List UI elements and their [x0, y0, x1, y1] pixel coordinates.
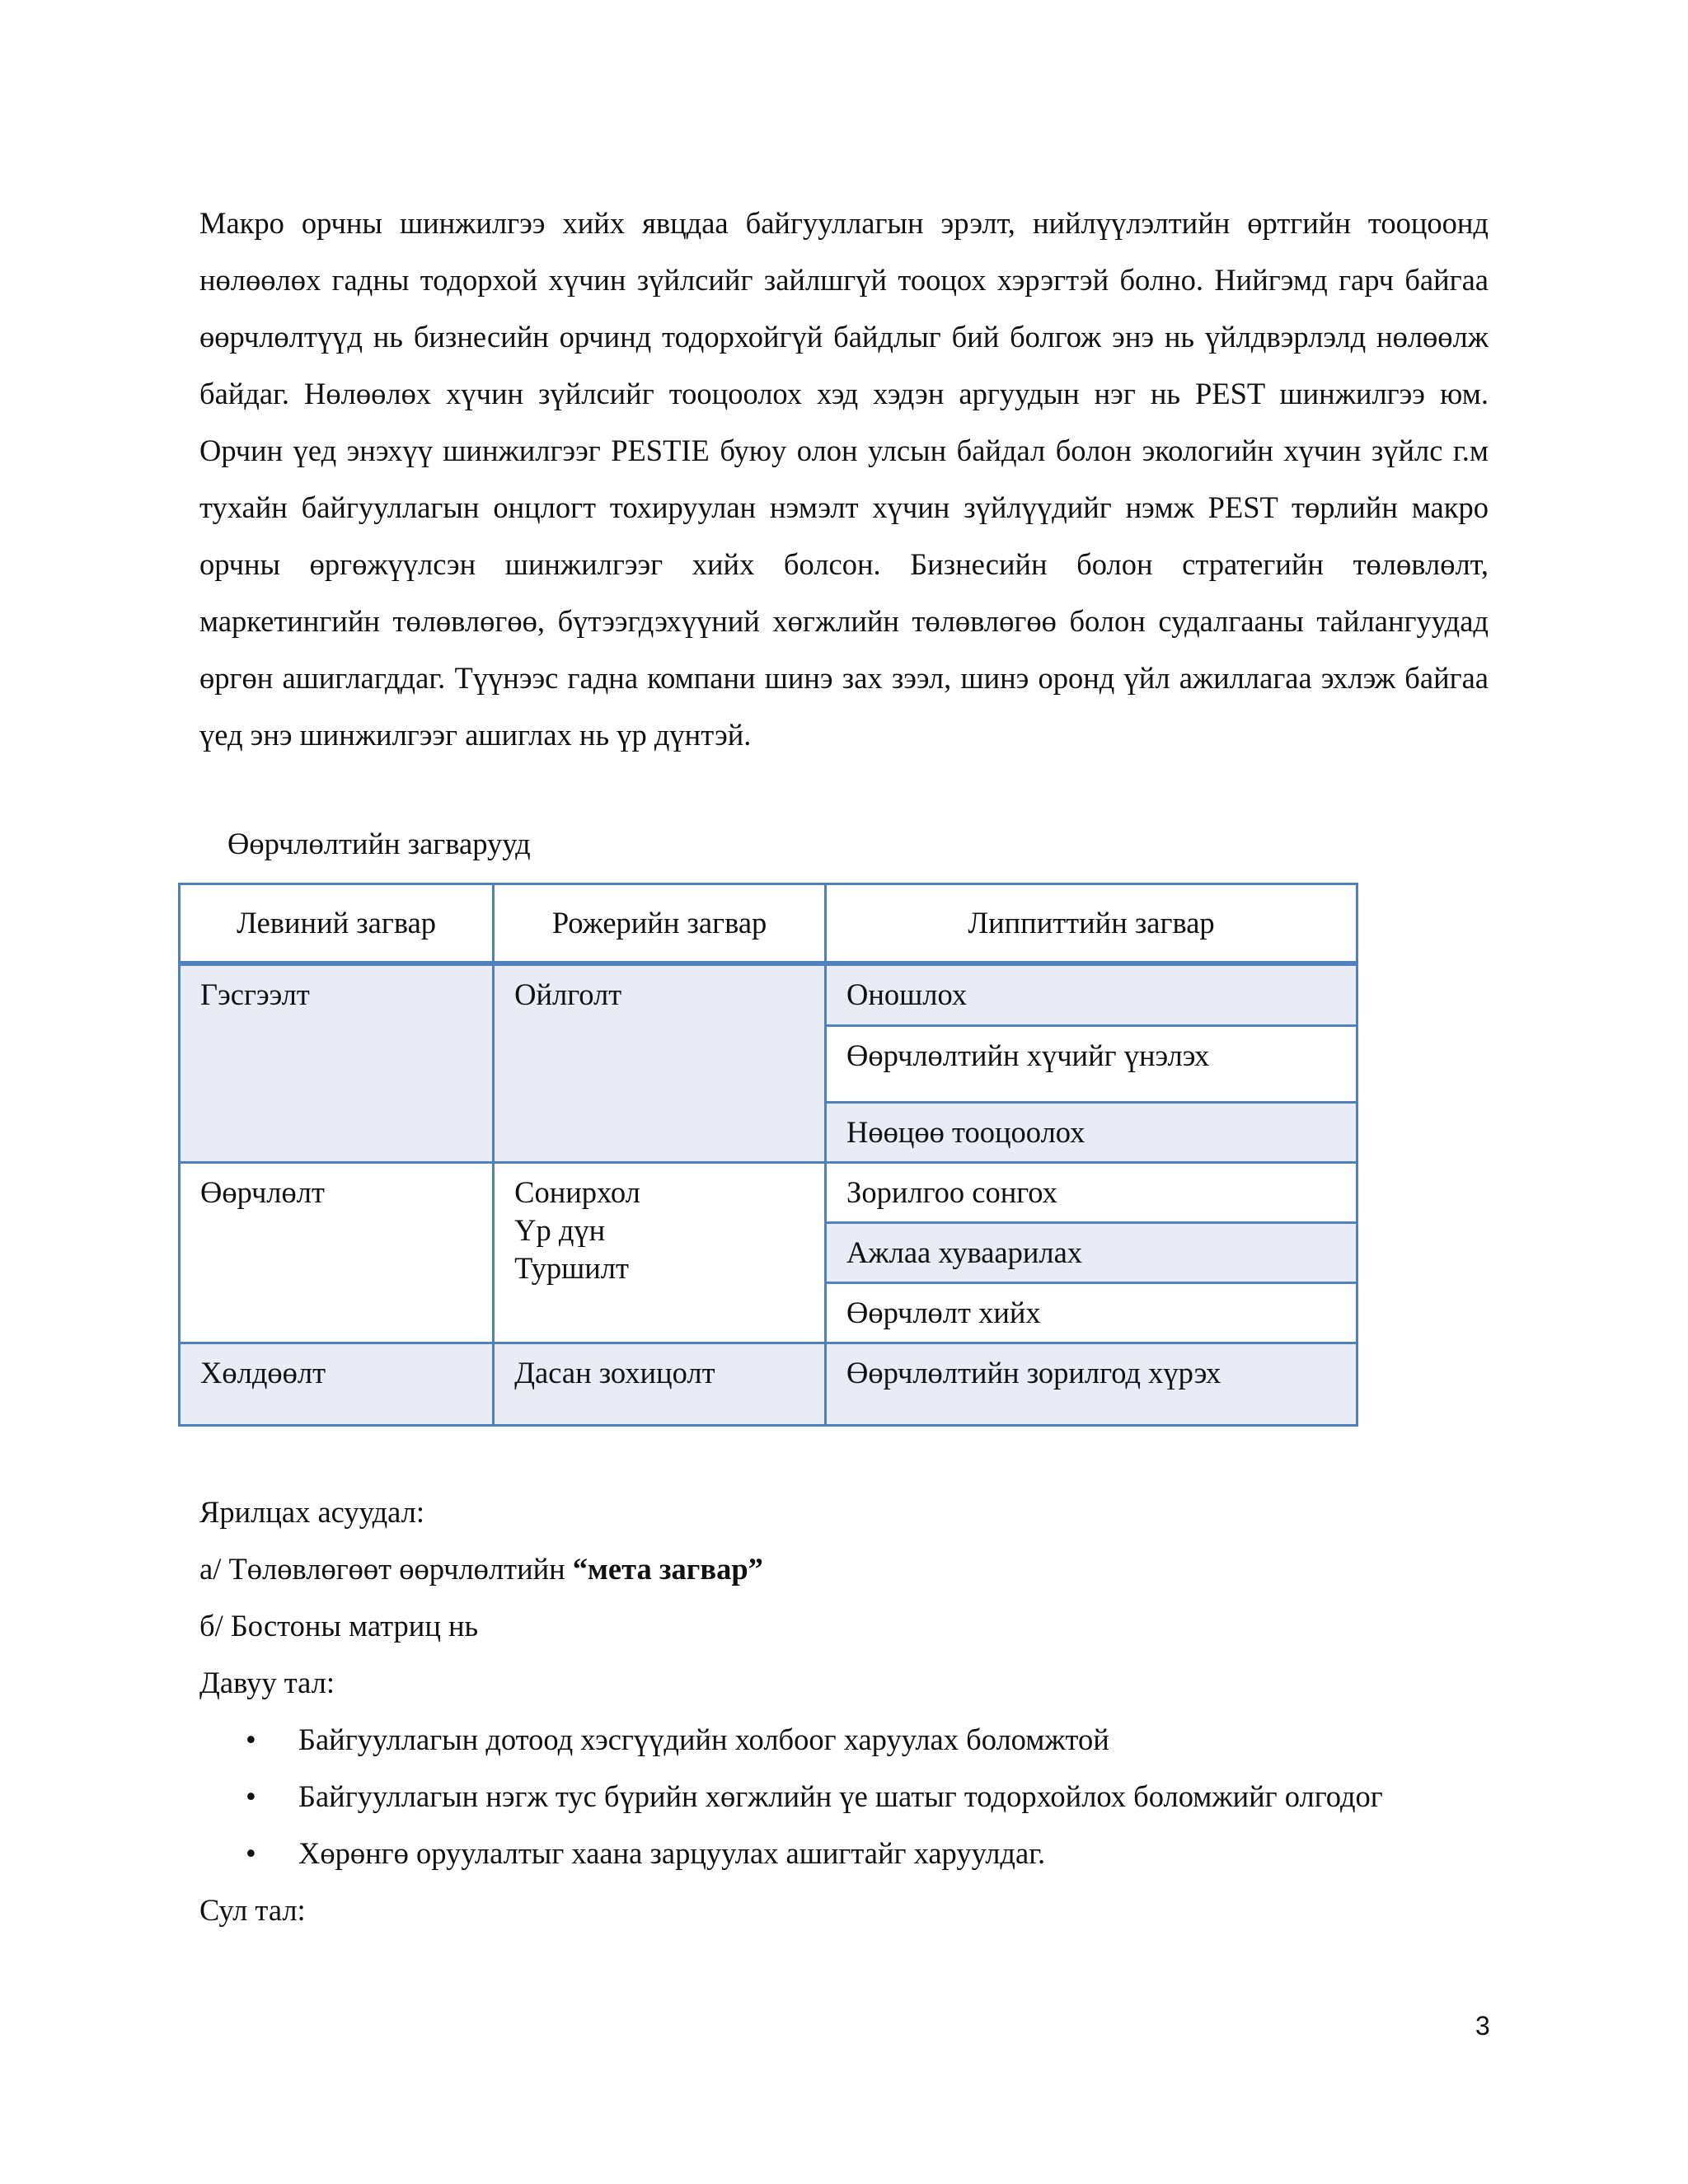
item-a-bold: “мета загвар” — [572, 1552, 763, 1586]
lippitt-step: Өөрчлөлтийн зорилгод хүрэх — [826, 1343, 1357, 1425]
lippitt-step: Нөөцөө тооцоолох — [826, 1102, 1357, 1162]
lippitt-step: Ажлаа хуваарилах — [826, 1222, 1357, 1282]
advantage-text: Хөрөнгө оруулалтыг хаана зарцуулах ашигтайг харуулдаг. — [298, 1836, 1046, 1870]
discussion-heading: Ярилцах асуудал: — [199, 1495, 425, 1529]
rogers-stage-awareness: Ойлголт — [494, 963, 826, 1162]
list-item — [199, 1711, 1489, 1768]
header-lewin: Левиний загвар — [180, 884, 494, 964]
lippitt-step: Өөрчлөлт хийх — [826, 1282, 1357, 1343]
header-rogers: Рожерийн загвар — [494, 884, 826, 964]
table-caption: Өөрчлөлтийн загварууд — [227, 827, 531, 860]
lippitt-step: Зорилгоо сонгох — [826, 1162, 1357, 1222]
advantages-heading: Давуу тал: — [199, 1666, 335, 1699]
table-row — [180, 963, 1357, 1025]
advantages-list — [199, 1711, 1489, 1882]
list-item — [199, 1768, 1489, 1825]
bullet-icon: • — [246, 1836, 256, 1870]
lewin-stage-change: Өөрчлөлт — [180, 1162, 494, 1343]
intro-paragraph: Макро орчны шинжилгээ хийх явцдаа байгууллагын эрэлт, нийлүүлэлтийн өртгийн тооцоонд нөлөөлөх гадны тодорхой хүчин зүйлсийг зайлшгүй тооцох хэрэгтэй болно. Нийгэмд гарч байгаа өөрчлөлтүүд нь бизнесийн орчинд тодорхойгүй байдлыг бий болгож энэ нь үйлдвэрлэлд нөлөөлж байдаг. Нөлөөлөх хүчин зүйлсийг тооцоолох хэд хэдэн аргуудын нэг нь PEST шинжилгээ юм. Орчин үед энэхүү шинжилгээг PESTIE буюу олон улсын байдал болон экологийн хүчин зүйлс г.м тухайн байгууллагын онцлогт тохируулан нэмэлт хүчин зүйлүүдийг нэмж PEST төрлийн макро орчны өргөжүүлсэн шинжилгээг хийх болсон. Бизнесийн болон стратегийн төлөвлөлт, маркетингийн төлөвлөгөө, бүтээгдэхүүний хөгжлийн төлөвлөгөө болон судалгааны тайлангуудад өргөн ашиглагддаг. Түүнээс гадна компани шинэ зах зээл, шинэ оронд үйл ажиллагаа эхлэж байгаа үед энэ шинжилгээг ашиглах нь үр дүнтэй. — [199, 206, 1489, 752]
lippitt-step: Оношлох — [826, 963, 1357, 1025]
disadvantages-heading: Сул тал: — [199, 1893, 306, 1927]
table-row — [180, 1343, 1357, 1425]
lippitt-step: Өөрчлөлтийн хүчийг үнэлэх — [826, 1025, 1357, 1102]
lewin-stage-unfreeze: Гэсгээлт — [180, 963, 494, 1162]
discussion-section — [199, 1483, 1489, 1938]
discussion-item-a — [199, 1540, 1489, 1597]
discussion-item-b: б/ Бостоны матриц нь — [199, 1609, 479, 1643]
lewin-stage-refreeze: Хөлдөөлт — [180, 1343, 494, 1425]
advantage-text: Байгууллагын нэгж тус бүрийн хөгжлийн үе шатыг тодорхойлох боломжийг олгодог — [298, 1779, 1383, 1813]
table-row — [180, 1162, 1357, 1222]
rogers-stage-interest: Сонирхол — [514, 1174, 640, 1209]
advantage-text: Байгууллагын дотоод хэсгүүдийн холбоог харуулах боломжтой — [298, 1722, 1109, 1756]
item-a-text: а/ Төлөвлөгөөт өөрчлөлтийн — [199, 1552, 573, 1586]
rogers-stages-block — [494, 1162, 826, 1343]
table-header-row — [180, 884, 1357, 964]
bullet-icon: • — [246, 1722, 256, 1756]
page-number: 3 — [1475, 2011, 1490, 2041]
bullet-icon: • — [246, 1779, 256, 1813]
rogers-stage-adoption: Дасан зохицолт — [494, 1343, 826, 1425]
rogers-stage-trial: Туршилт — [514, 1250, 629, 1285]
list-item — [199, 1825, 1489, 1882]
change-models-table — [178, 883, 1358, 1427]
header-lippitt: Липпиттийн загвар — [826, 884, 1357, 964]
rogers-stage-evaluation: Үр дүн — [514, 1212, 606, 1247]
